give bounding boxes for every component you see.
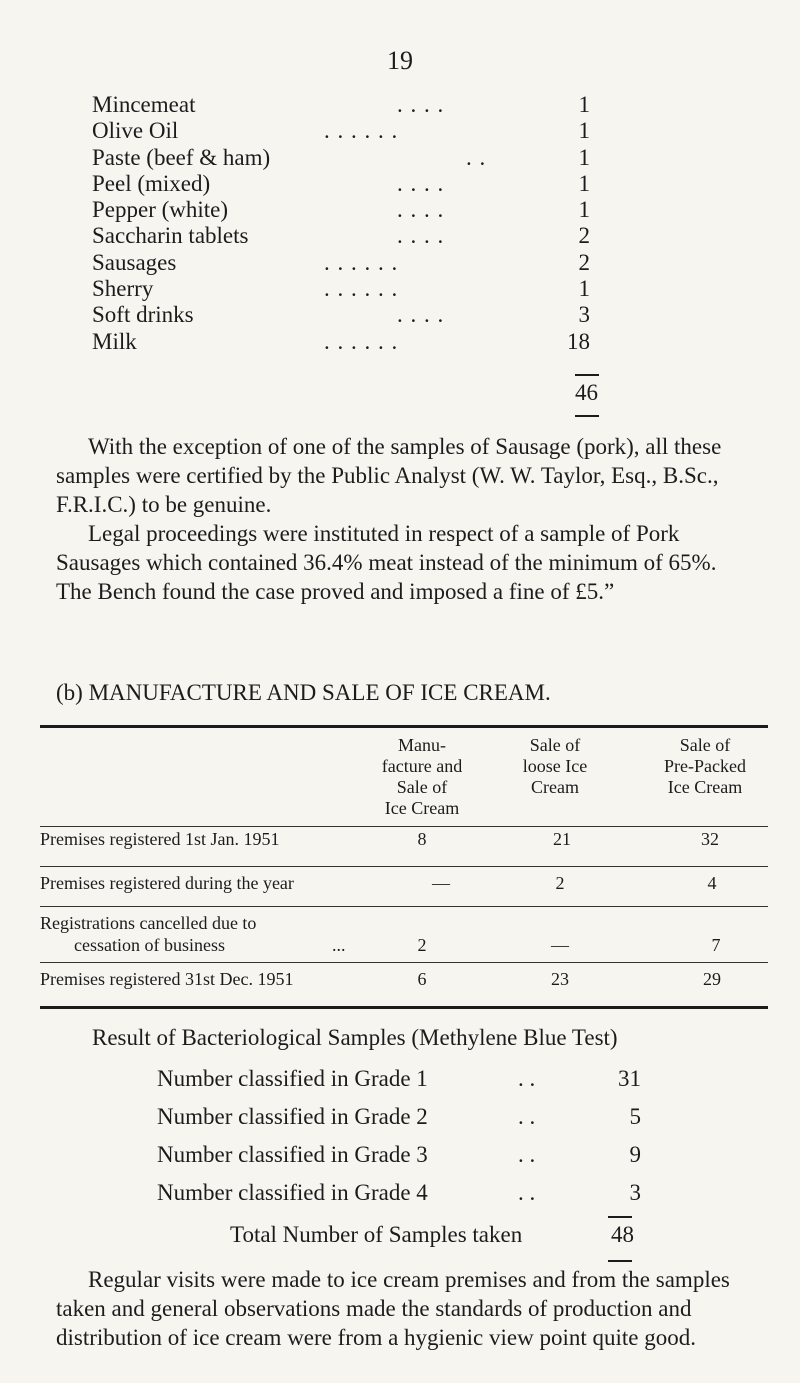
list-item [157, 1104, 657, 1134]
table-divider [40, 866, 768, 867]
total-row [230, 1222, 650, 1252]
item-count: 1 [578, 197, 590, 223]
list-item [157, 1142, 657, 1172]
total-rule-top [608, 1216, 632, 1218]
list-item [157, 1066, 657, 1096]
grade-label: Number classified in Grade 1 [157, 1066, 428, 1091]
grade-label: Number classified in Grade 4 [157, 1180, 428, 1205]
item-count: 2 [578, 223, 590, 249]
row-label: Premises registered during the year [40, 873, 294, 893]
list-item [92, 118, 612, 144]
item-count: 1 [578, 276, 590, 302]
item-name: Olive Oil [92, 118, 179, 144]
table-cell: 7 [711, 935, 721, 955]
total-count: 48 [611, 1222, 634, 1247]
item-count: 2 [578, 249, 590, 275]
table-divider [40, 962, 768, 963]
row-label-line2: cessation of business [74, 935, 225, 955]
table-cell: 4 [707, 873, 717, 893]
item-name: Paste (beef & ham) [92, 144, 271, 170]
total-rule-bottom [608, 1260, 632, 1262]
item-name: Saccharin tablets [92, 223, 249, 249]
list-item [92, 250, 612, 276]
leader-dots: . . . . [397, 302, 445, 328]
column-header-loose: Sale of loose Ice Cream [522, 735, 588, 797]
leader-dots: . . [518, 1104, 536, 1129]
item-name: Sausages [92, 249, 177, 275]
table-cell: — [551, 935, 569, 955]
total-rule-bottom [575, 415, 599, 417]
item-count: 1 [578, 118, 590, 144]
leader-dots: . . . . . . [324, 276, 399, 302]
row-label-line1: Registrations cancelled due to [40, 913, 257, 933]
table-divider [40, 826, 768, 827]
grade-label: Number classified in Grade 2 [157, 1104, 428, 1129]
list-item [92, 223, 612, 249]
item-name: Pepper (white) [92, 197, 229, 223]
column-header-manufacture: Manu- facture and Sale of Ice Cream [381, 735, 463, 818]
samples-list [92, 92, 612, 355]
table-cell: 6 [417, 969, 427, 989]
table-cell: 2 [555, 873, 565, 893]
list-item [157, 1180, 657, 1210]
table-cell: 23 [551, 969, 569, 989]
item-count: 18 [567, 328, 590, 354]
item-name: Sherry [92, 276, 154, 302]
item-name: Milk [92, 328, 137, 354]
leader-dots: . . . . [397, 170, 445, 196]
table-cell: 2 [417, 935, 427, 955]
item-name: Soft drinks [92, 302, 194, 328]
leader-dots: ... [332, 935, 346, 955]
leader-dots: . . . . [397, 223, 445, 249]
leader-dots: . . . . . . [324, 249, 399, 275]
table-cell: 8 [417, 829, 427, 849]
list-item [92, 329, 612, 355]
leader-dots: . . . . [397, 197, 445, 223]
leader-dots: . . [518, 1180, 536, 1205]
item-name: Mincemeat [92, 92, 196, 117]
item-count: 3 [578, 302, 590, 328]
item-count: 1 [578, 144, 590, 170]
grade-count: 31 [618, 1066, 641, 1091]
table-cell: 29 [703, 969, 721, 989]
leader-dots: . . . . . . [324, 118, 399, 144]
leader-dots: . . . . . . [324, 328, 399, 354]
item-count: 1 [578, 170, 590, 196]
samples-total: 46 [575, 380, 598, 405]
paragraph-closing: Regular visits were made to ice cream premises and from the samples taken and general observations made the standards of production and distribution of ice cream were from a hygienic view point quite good. [56, 1267, 730, 1350]
table-cell: 21 [553, 829, 571, 849]
list-item [92, 92, 612, 118]
column-header-prepacked: Sale of Pre-Packed Ice Cream [664, 735, 746, 797]
item-name: Peel (mixed) [92, 170, 211, 196]
paragraph-legal-proceedings: Legal proceedings were instituted in respect of a sample of Pork Sausages which contained 36.4% meat instead of the minimum of 65%. The Bench found the case proved and imposed a fine of £5.” [56, 521, 717, 604]
total-rule-top [575, 374, 599, 376]
item-count: 1 [578, 92, 590, 117]
table-cell: — [432, 873, 450, 893]
total-label: Total Number of Samples taken [230, 1222, 523, 1247]
grade-count: 5 [629, 1104, 641, 1129]
page-number: 19 [387, 46, 413, 75]
table-cell: 32 [701, 829, 719, 849]
leader-dots: . . [518, 1142, 536, 1167]
grade-count: 3 [629, 1180, 641, 1205]
leader-dots: . . [518, 1066, 536, 1091]
grade-count: 9 [629, 1142, 641, 1167]
grade-label: Number classified in Grade 3 [157, 1142, 428, 1167]
bacteriological-title: Result of Bacteriological Samples (Methylene Blue Test) [92, 1025, 618, 1050]
list-item [92, 171, 612, 197]
table-top-border [40, 725, 768, 728]
row-label: Premises registered 1st Jan. 1951 [40, 829, 280, 849]
list-item [92, 276, 612, 302]
list-item [92, 302, 612, 328]
leader-dots: . . [466, 144, 487, 170]
list-item [92, 145, 612, 171]
section-heading-ice-cream: (b) MANUFACTURE AND SALE OF ICE CREAM. [56, 680, 551, 705]
row-label: Premises registered 31st Dec. 1951 [40, 969, 294, 989]
table-divider [40, 906, 768, 907]
paragraph-genuine: With the exception of one of the samples of Sausage (pork), all these samples were certified by the Public Analyst (W. W. Taylor, Esq., B.Sc., F.R.I.C.) to be genuine. [56, 434, 722, 517]
table-bottom-border [40, 1006, 768, 1009]
leader-dots: . . . . [397, 92, 445, 117]
list-item [92, 197, 612, 223]
